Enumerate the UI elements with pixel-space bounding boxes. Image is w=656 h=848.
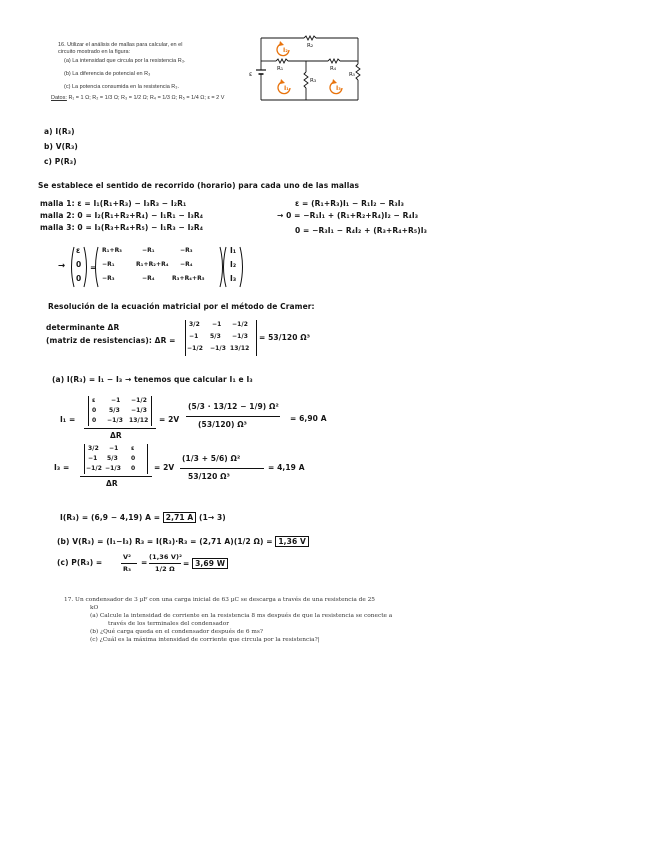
i1-evaluated [186,400,280,440]
problem16-item-b: (b) La diferencia de potencial en R₃ [64,71,151,77]
problem16-data [51,95,224,103]
part-c-fraction-2 [149,553,181,579]
det-cell: 5/3 [210,333,221,340]
problem17-line2: kO [90,605,99,611]
i3-equals-emf: = 2V [154,463,175,472]
label-r2: R₂ [307,43,314,49]
svg-text:=: = [90,263,97,272]
det-cell: −1/3 [210,345,226,352]
ir3-expression: I(R₃) = (6,9 − 4,19) A = [60,513,161,522]
fraction-bar [180,468,264,469]
fraction-bar [121,563,137,564]
det-cell: 3/2 [88,445,99,452]
arrow-icon: → [58,261,66,271]
unknown-entry: I₃ [230,274,237,283]
label-r5: R₅ [349,72,356,78]
cramer-heading: Resolución de la ecuación matricial por el método de Cramer: [48,302,315,311]
i3-denominator-value: 53/120 Ω³ [188,472,231,481]
i1-denominator-value: (53/120) Ω³ [198,420,248,429]
mesh-label-i3: I₃ [336,85,341,92]
mesh-label-i1: I₁ [284,85,289,92]
problem17-line1: 17. Un condensador de 3 µF con una carga inicial de 63 µC se descarga a través de una resistencia de 25 [64,597,375,603]
unknown-entry: I₂ [230,260,237,269]
asked-b: b) V(R₃) [44,142,78,151]
mesh-eq-2: malla 2: 0 = I₂(R₁+R₂+R₄) − I₁R₁ − I₃R₄ [40,211,204,220]
resistor-r5-symbol [356,64,360,80]
problem16-statement-line1: 16. Utilizar el análisis de mallas para calcular, en el [58,42,183,48]
det-cell: −1 [212,321,222,328]
i1-label: I₁ = [60,415,76,424]
part-a-heading: (a) I(R₃) = I₁ − I₃ → tenemos que calcular I₁ e I₃ [52,375,253,384]
determinant-result: = 53/120 Ω³ [259,333,311,342]
part-c-fraction-1 [121,553,137,579]
matrix-cell: −R₄ [180,261,193,268]
i3-numerator: (1/3 + 5/6) Ω² [182,454,241,463]
label-r4: R₄ [330,66,337,72]
det-cell: −1/3 [131,407,147,414]
i1-fraction [84,396,156,442]
mesh-label-i2: I₂ [283,47,288,54]
mesh-eq-2-rearranged: → 0 = −R₁I₁ + (R₁+R₂+R₄)I₂ − R₄I₃ [277,211,419,220]
matrix-cell: −R₁ [142,247,155,254]
problem16-item-c: (c) La potencia consumida en la resistencia R₃. [64,84,180,90]
matrix-cell: −R₃ [180,247,193,254]
det-cell: −1/3 [107,417,123,424]
problem16-statement-line2: circuito mostrado en la figura: [58,49,131,55]
circuit-diagram [246,34,370,104]
part-c-equals: = [141,558,148,567]
det-cell: −1/3 [105,465,121,472]
det-cell: −1/2 [232,321,248,328]
determinant-label-1: determinante ΔR [46,323,120,332]
det-cell: 0 [92,417,97,424]
vector-entry: 0 [76,274,82,283]
resistor-r3-symbol [304,72,308,88]
det-cell: −1 [189,333,199,340]
vector-entry: ε [76,246,81,255]
data-values: R₁ = 1 Ω; R₂ = 1/3 Ω; R₃ = 1/2 Ω; R₄ = 1/3 Ω; R₅ = 1/4 Ω; ε = 2 V [68,95,225,101]
i3-label: I₃ = [54,463,70,472]
part-c-line [57,553,257,583]
det-cell: 5/3 [107,455,118,462]
fraction-num: (1,36 V)² [149,553,183,561]
problem17-item-c: (c) ¿Cuál es la máxima intensidad de corriente que circula por la resistencia?| [90,637,320,643]
asked-c: c) P(R₃) [44,157,77,166]
i3-result: = 4,19 A [268,463,305,472]
determinant-label-2: (matriz de resistencias): ΔR = [46,336,176,345]
mesh-eq-3-rearranged: 0 = −R₃I₁ − R₄I₂ + (R₃+R₄+R₅)I₃ [295,226,428,235]
problem17-item-b: (b) ¿Qué carga queda en el condensador después de 6 ms? [90,629,263,635]
fraction-den: 1/2 Ω [155,565,175,573]
label-r3: R₃ [310,78,317,84]
det-cell: 13/12 [129,417,149,424]
matrix-cell: −R₄ [142,275,155,282]
mesh-eq-3: malla 3: 0 = I₃(R₃+R₄+R₅) − I₁R₃ − I₂R₄ [40,223,204,232]
vector-entry: 0 [76,260,82,269]
problem17-item-a-line2: través de los terminales del condensador [108,621,229,627]
fraction-bar [149,563,181,564]
det-cell: 5/3 [109,407,120,414]
ir3-note: (1→ 3) [199,513,226,522]
problem16-item-a: (a) La intensidad que circula por la resistencia R₃. [64,58,186,64]
resistor-r2-symbol [304,36,316,40]
fraction-den: R₃ [123,565,132,573]
part-b-boxed-answer: 1,36 V [275,536,309,547]
det-cell: ε [131,445,135,452]
ir3-result-line [60,512,226,523]
i3-determinant [84,444,148,474]
det-cell: −1 [109,445,119,452]
matrix-cell: −R₁ [102,261,115,268]
label-emf: ε [249,71,253,78]
det-cell: 3/2 [189,321,200,328]
det-cell: −1/2 [86,465,102,472]
fraction-bar [84,428,156,429]
i1-denominator: ΔR [110,431,122,440]
mesh-eq-1-rearranged: ε = (R₁+R₃)I₁ − R₁I₂ − R₃I₃ [295,199,404,208]
data-label: Datos: [51,95,67,101]
matrix-equation [58,245,248,289]
label-r1: R₁ [277,66,284,72]
mesh-direction-statement: Se establece el sentido de recorrido (horario) para cada uno de las mallas [38,181,360,190]
matrix-cell: −R₃ [102,275,115,282]
i3-denominator: ΔR [106,479,118,488]
i1-numerator: (5/3 · 13/12 − 1/9) Ω² [188,402,279,411]
det-cell: −1/3 [232,333,248,340]
fraction-bar [80,476,152,477]
det-cell: −1/2 [187,345,203,352]
i3-evaluated [180,452,264,492]
resistor-r1-symbol [276,59,288,63]
fraction-num: V² [123,553,132,561]
mesh-eq-1: malla 1: ε = I₁(R₁+R₃) − I₃R₃ − I₂R₁ [40,199,187,208]
resistor-r4-symbol [328,59,340,63]
det-cell: −1 [88,455,98,462]
det-cell: 0 [131,465,136,472]
asked-a: a) I(R₃) [44,127,75,136]
i1-determinant [88,396,152,426]
det-cell: 0 [92,407,97,414]
fraction-bar [186,416,280,417]
i3-fraction [80,444,152,490]
unknown-entry: I₁ [230,246,237,255]
det-cell: −1 [111,397,121,404]
problem17-item-a-line1: (a) Calcule la intensidad de corriente en la resistencia 8 ms después de que la resistencia se conecte a [90,613,393,619]
part-c-lhs: (c) P(R₃) = [57,558,103,567]
i1-equals-emf: = 2V [159,415,180,424]
det-cell: ε [92,397,96,404]
det-cell: −1/2 [131,397,147,404]
i1-result: = 6,90 A [290,414,327,423]
matrix-cell: R₁+R₂+R₄ [136,261,169,268]
determinant-matrix [185,320,257,356]
part-c-boxed-answer: 3,69 W [192,558,228,569]
part-b-line [57,536,309,547]
det-cell: 13/12 [230,345,250,352]
part-b-expression: (b) V(R₃) = (I₁−I₃) R₃ = I(R₃)·R₃ = (2,71 A)(1/2 Ω) = [57,537,273,546]
part-c-answer: = 3,69 W [183,558,228,569]
det-cell: 0 [131,455,136,462]
matrix-cell: R₁+R₃ [102,247,123,254]
matrix-cell: R₃+R₄+R₅ [172,275,205,282]
ir3-boxed-answer: 2,71 A [163,512,197,523]
